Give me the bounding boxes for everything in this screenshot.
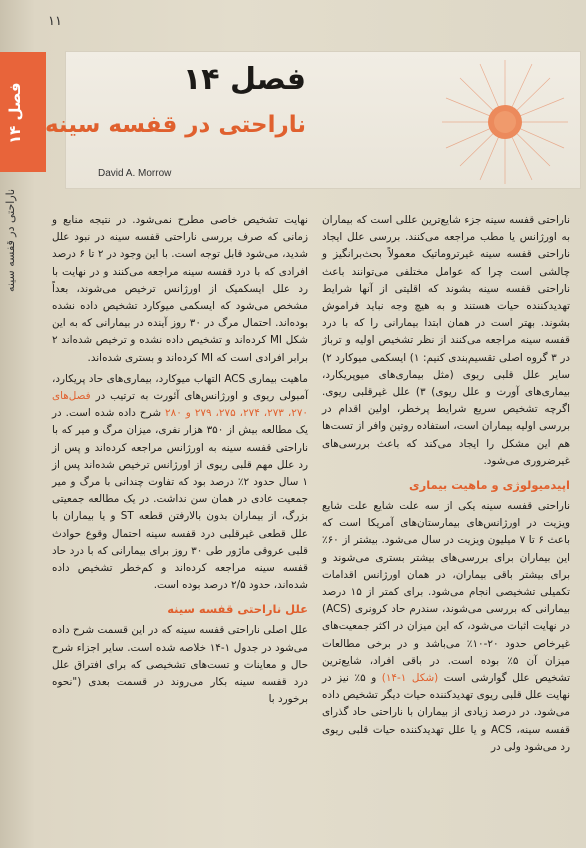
disease-nature-text-a: ماهیت بیماری ACS التهاب میوکارد، بیماری‌های حاد پریکارد، آمبولی ریوی و اورژانس‌های آئورت به ترتیب در — [52, 372, 308, 403]
text-column-left — [52, 212, 308, 708]
epidemiology-text-a: ناراحتی قفسه سینه یکی از سه علت شایع علت شایع ویزیت در اورژانس‌های بیمارستان‌های آمریکا است که باعث ۶ تا ۷ میلیون ویزیت در سال می‌شود. بیشتر از ۶۰٪ این بیماران برای بررسی‌های بیشتر بستری می‌شوند و برای بیشتر باقی بیماران، در همان اورژانس اقدامات تکمیلی تشخیصی انجام می‌شود. برای کمتر از ۱۵ درصد بیمارانی که بررسی می‌شوند، سندرم حاد کرونری (ACS) در نهایت اثبات می‌شود، که این میزان در اکثر جمعیت‌های غیرخاص حدود ۲۰-۱۰٪ می‌باشد و در برخی مطالعات میزان آن ۵٪ بوده است. در باقی افراد، شایع‌ترین تشخیص علل گوارشی است — [322, 500, 571, 685]
author-name: David A. Morrow — [98, 168, 172, 179]
missed-diagnosis-paragraph: نهایت تشخیص خاصی مطرح نمی‌شود. در نتیجه منابع و زمانی که صرف بررسی ناراحتی قفسه سینه در نبود علل شدید، می‌شود قابل توجه است. با این وجود در ۲ تا ۶ درصد افرادی که با درد قفسه سینه مراجعه می‌کنند و در نهایت با رد علل ایسکمیک از اورژانس ترخیص می‌شوند، بعداً مشخص می‌شود که ایسکمی میوکارد تشخیص داده نشده بوده‌اند. احتمال مرگ در ۳۰ روز آینده در بیمارانی که به این شکل MI کرده‌اند و تشخیص داده نشده و ترخیص شده‌اند ۲ برابر افرادی است که MI کرده‌اند و بستری شده‌اند. — [52, 214, 309, 364]
page-number: ۱۱ — [48, 14, 62, 29]
section-heading-causes: علل ناراحتی قفسه سینه — [167, 602, 308, 617]
epidemiology-text-b: و ۵٪ نیز در نهایت علل قلبی ریوی تهدیدکننده حیات دیگر تشخیص داده می‌شود. در درصد زیادی از بیماران با ناراحتی حاد گذرای قفسه سینه، ACS و یا علل تهدیدکننده حیات قلبی ریوی رد می‌شود ولی در — [322, 672, 571, 753]
chapter-title: ناراحتی در قفسه سینه — [44, 112, 306, 138]
text-column-right — [322, 212, 570, 756]
disease-nature-text-b: شرح داده شده است. در یک مطالعه بیش از ۳۵۰ هزار نفری، میزان مرگ و میر که با ناراحتی قفسه سینه به اورژانس مراجعه کرده‌اند و پس از رد علل مهم قلبی ریوی از اورژانس ترخیص شده‌اند پس از ۱ سال حدود ۲٪ درصد بود که تفاوت چندانی با مرگ و میر جمعیت عادی در همان سن نداشت. در یک مطالعه جمعیتی بزرگ، از بیماران بدون بالارفتن قطعه ST و یا بیماران با علل قطعی غیرقلبی درد قفسه سینه احتمال وقوع حوادث قلبی عروقی ماژور طی ۳۰ روز برای بیمارانی که با درد حاد قفسه سینه مراجعه کرده‌اند و کم‌خطر تشخیص داده شده‌اند، حدود ۲/۵ درصد بوده است. — [52, 407, 308, 592]
chapter-reference-link[interactable]: فصل‌های ۲۷۰، ۲۷۳، ۲۷۴، ۲۷۵، ۲۷۹ و ۲۸۰ — [52, 390, 308, 420]
section-heading-epidemiology: اپیدمیولوژی و ماهیت بیماری — [409, 478, 570, 493]
chapter-side-title: ناراحتی در قفسه سینه — [4, 188, 17, 292]
chapter-number: فصل ۱۴ — [182, 62, 306, 97]
intro-paragraph: ناراحتی قفسه سینه جزء شایع‌ترین عللی است که بیماران به اورژانس یا مطب مراجعه می‌کنند. بررسی علل ایجاد ناراحتی قفسه سینه غیرتروماتیک معمولاً بحث‌برانگیز و چالشی است چرا که عوامل مختلفی می‌توانند باعث ناراحتی قفسه سینه بشوند که اقلیتی از آنها شرایط تهدیدکننده حیات هستند و به هیچ وجه نباید فراموش بشوند. بهتر است در همان ابتدا بیمارانی را که با درد قفسه سینه مراجعه می‌کنند از نظر تشخیص اولیه و ترباژ در ۳ گروه اصلی تقسیم‌بندی کنیم: ۱) ایسکمی میوکارد ۲) سایر علل قلبی ریوی (مثل بیماری‌های میوپریکارد، بیماری‌های آورت و علل ریوی) ۳) علل غیرقلبی ریوی. اگرچه تشخیص سریع شرایط پرخطر، اولین اقدام در بررسی اولیه بیماران است، استفاده روتین وافر از تست‌ها هم این مشکل را ایجاد می‌کند که باعث بررسی‌های غیرضروری می‌شود. — [322, 214, 570, 467]
disease-nature-paragraph — [52, 371, 308, 595]
chapter-side-tab-label: فصل ۱۴ — [6, 82, 24, 144]
starburst-decoration-icon — [440, 58, 570, 186]
causes-paragraph: علل اصلی ناراحتی قفسه سینه که در این قسمت شرح داده می‌شود در جدول ۱-۱۴ خلاصه شده است. سایر اجزاء شرح حال و معاینات و تست‌های تشخیصی که برای افتراق علل درد قفسه سینه بکار می‌روند در قسمت بعدی ("نحوه برخورد با — [52, 624, 308, 706]
figure-reference-link[interactable]: (شکل ۱-۱۴) — [381, 672, 439, 685]
epidemiology-paragraph — [322, 498, 570, 756]
